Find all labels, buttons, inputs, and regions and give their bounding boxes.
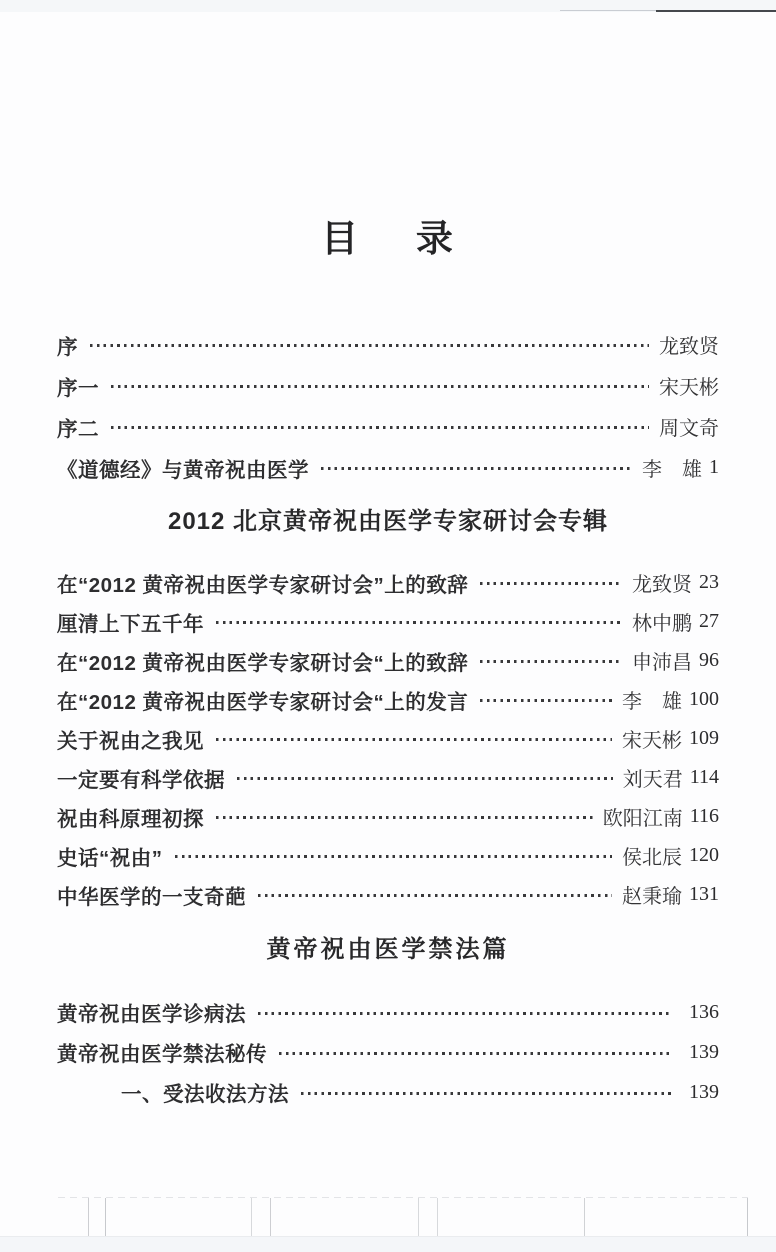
- entry-page-number: 131: [689, 883, 719, 905]
- toc-entry: [57, 641, 719, 680]
- entry-author: 林中鹏: [632, 613, 692, 635]
- toc-entry: [57, 758, 719, 797]
- toc-rows: [57, 992, 719, 1112]
- toc-entry: [57, 1032, 719, 1072]
- toc-entry: [57, 992, 719, 1032]
- toc-rows: [57, 324, 719, 488]
- dot-leader: [216, 816, 593, 819]
- entry-author: 宋天彬: [659, 377, 719, 399]
- toc-entry: [57, 324, 719, 365]
- toc-entry: [57, 875, 719, 914]
- entry-title: 序二: [57, 417, 99, 441]
- entry-title: 关于祝由之我见: [57, 729, 204, 753]
- entry-page-number: 1: [709, 456, 719, 478]
- toc-entry: [57, 365, 719, 406]
- scan-bleedthrough-line: [58, 1197, 748, 1198]
- toc-content: [57, 0, 719, 1112]
- dot-leader: [216, 621, 622, 624]
- entry-author: 侯北辰: [622, 847, 682, 869]
- dot-leader: [175, 855, 613, 858]
- entry-title: 《道德经》与黄帝祝由医学: [57, 458, 309, 482]
- scan-bleedthrough-rule: [105, 1198, 106, 1237]
- section-heading: 黄帝祝由医学禁法篇: [266, 936, 510, 963]
- entry-title: 黄帝祝由医学禁法秘传: [57, 1043, 267, 1066]
- toc-section: [57, 508, 719, 914]
- scan-bleedthrough-rule: [437, 1198, 438, 1237]
- entry-author: 李 雄: [622, 691, 682, 713]
- dot-leader: [258, 894, 612, 897]
- entry-author: 刘天君: [622, 769, 683, 791]
- dot-leader: [480, 582, 622, 585]
- entry-page-number: 136: [689, 1000, 719, 1023]
- entry-page-number: 27: [699, 610, 719, 632]
- dot-leader: [480, 699, 612, 702]
- dot-leader: [111, 426, 649, 429]
- entry-title: 序: [57, 335, 78, 359]
- entry-title: 黄帝祝由医学诊病法: [57, 1003, 246, 1026]
- entry-page-number: 114: [689, 766, 719, 788]
- entry-page-number: 116: [689, 805, 719, 827]
- entry-page-number: 96: [699, 649, 719, 671]
- toc-section: [57, 936, 719, 1112]
- entry-author: 龙致贤: [659, 336, 719, 358]
- entry-title: 在“2012 黄帝祝由医学专家研讨会“上的致辞: [57, 651, 469, 675]
- entry-author: 李 雄: [642, 459, 702, 481]
- dot-leader: [279, 1052, 672, 1055]
- dot-leader: [480, 660, 622, 663]
- toc-entry: [57, 602, 719, 641]
- toc-entry: [57, 719, 719, 758]
- scan-bleedthrough-rule: [270, 1198, 271, 1237]
- page-title: 目 录: [321, 219, 455, 260]
- dot-leader: [258, 1012, 672, 1015]
- entry-author: 周文奇: [659, 418, 719, 440]
- scan-bleedthrough-rule: [747, 1198, 748, 1237]
- entry-page-number: 109: [689, 727, 719, 749]
- entry-title: 在“2012 黄帝祝由医学专家研讨会“上的发言: [57, 690, 469, 714]
- toc-rows: [57, 563, 719, 914]
- entry-author: 赵秉瑜: [622, 886, 682, 908]
- entry-title: 在“2012 黄帝祝由医学专家研讨会”上的致辞: [57, 573, 469, 597]
- toc-section: [57, 324, 719, 488]
- entry-page-number: 139: [689, 1040, 719, 1063]
- dot-leader: [90, 344, 649, 347]
- entry-title: 中华医学的一支奇葩: [57, 885, 246, 909]
- entry-title: 史话“祝由”: [57, 846, 163, 870]
- entry-title: 厘清上下五千年: [57, 612, 204, 636]
- entry-page-number: 139: [689, 1080, 719, 1103]
- toc-entry: [57, 836, 719, 875]
- dot-leader: [111, 385, 649, 388]
- toc-entry: [57, 680, 719, 719]
- toc-entry: [57, 563, 719, 602]
- dot-leader: [301, 1092, 672, 1095]
- entry-page-number: 120: [689, 844, 719, 866]
- toc-entry: [57, 406, 719, 447]
- toc-entry: [57, 1072, 719, 1112]
- entry-page-number: 23: [699, 571, 719, 593]
- scan-bleedthrough-rule: [251, 1198, 252, 1237]
- toc-entry: [57, 797, 719, 836]
- scan-bleedthrough-rule: [88, 1198, 89, 1237]
- entry-title: 序一: [57, 376, 99, 400]
- toc-entry: [57, 447, 719, 488]
- entry-author: 申沛昌: [632, 652, 692, 674]
- entry-author: 宋天彬: [622, 730, 682, 752]
- dot-leader: [216, 738, 612, 741]
- entry-author: 欧阳江南: [602, 808, 683, 830]
- toc-sections: [57, 324, 719, 1112]
- section-heading: 2012 北京黄帝祝由医学专家研讨会专辑: [167, 508, 609, 535]
- scan-bleedthrough-rule: [418, 1198, 419, 1237]
- scan-bleedthrough-rule: [584, 1198, 585, 1237]
- entry-author: 龙致贤: [632, 574, 692, 596]
- viewer-bottom-strip: [0, 1236, 776, 1252]
- entry-title: 一、受法收法方法: [121, 1083, 289, 1106]
- entry-page-number: 100: [689, 688, 719, 710]
- dot-leader: [237, 777, 613, 780]
- entry-title: 一定要有科学依据: [57, 768, 225, 792]
- entry-title: 祝由科原理初探: [57, 807, 204, 831]
- dot-leader: [321, 467, 632, 470]
